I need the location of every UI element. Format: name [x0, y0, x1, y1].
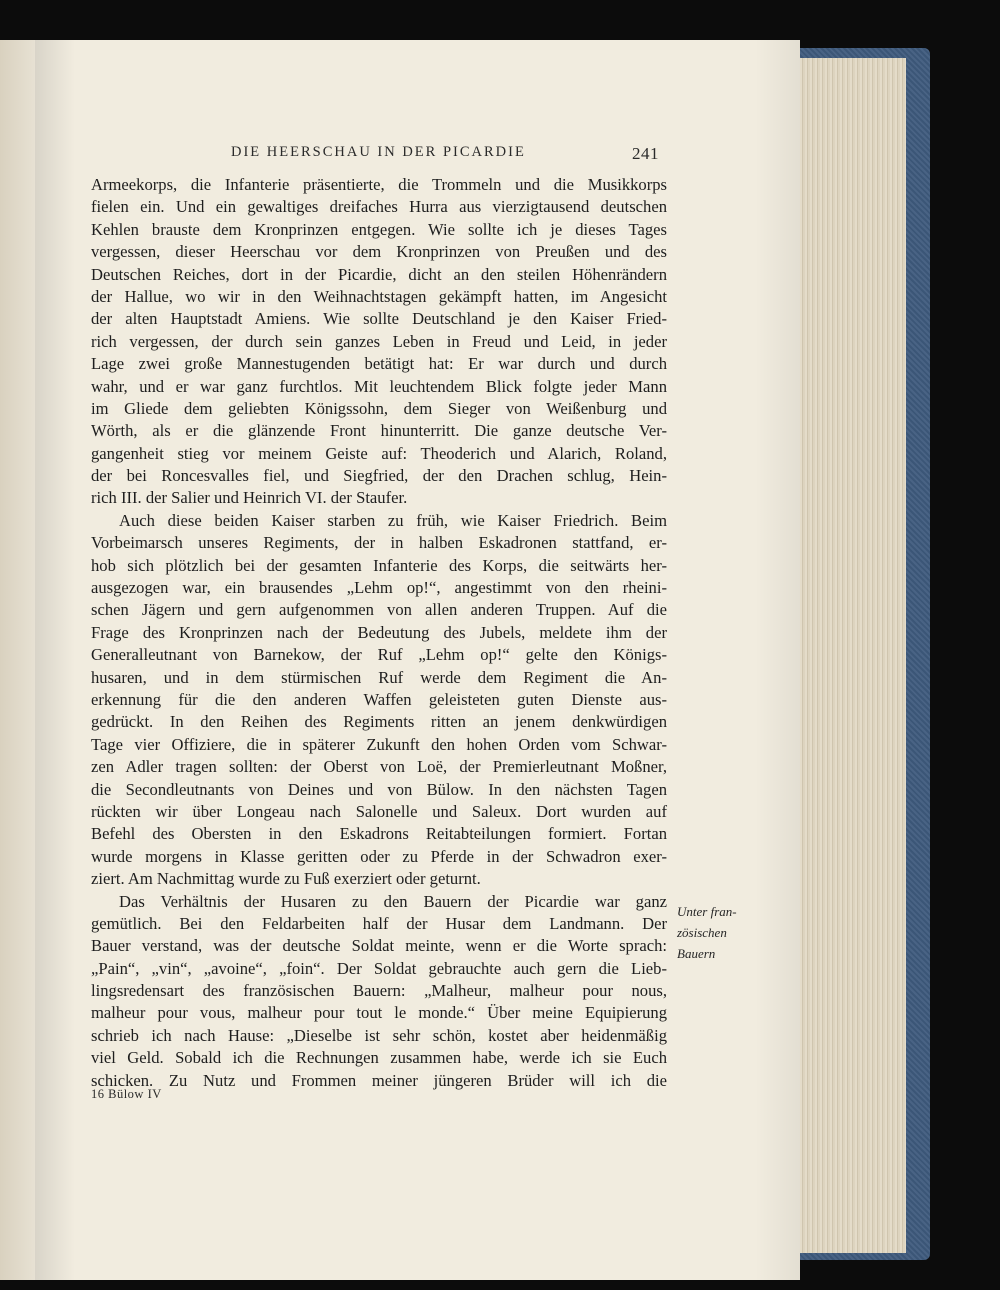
text-line: husaren, und in dem stürmischen Ruf werde dem Regiment die An- — [91, 667, 667, 687]
text-line: malheur pour vous, malheur pour tout le monde.“ Über meine Equipierung — [91, 1003, 667, 1023]
margin-note-line: Bauern — [677, 946, 716, 961]
text-line: Tage vier Offiziere, die in späterer Zukunft den hohen Orden vom Schwar- — [91, 734, 667, 754]
text-line: zen Adler tragen sollten: der Oberst von Loë, der Premierleutnant Moßner, — [91, 757, 667, 777]
text-line: wurde morgens in Klasse geritten oder zu Pferde in der Schwadron exer- — [91, 846, 667, 866]
text-line: Lage zwei große Mannestugenden betätigt hat: Er war durch und durch — [91, 354, 667, 374]
signature-mark: 16 Bülow IV — [91, 1087, 162, 1101]
text-line: Deutschen Reiches, dort in der Picardie, dicht an den steilen Höhenrändern — [91, 264, 667, 284]
text-line: Bauer verstand, was der deutsche Soldat meinte, wenn er die Worte sprach: — [91, 936, 667, 956]
text-line: rich vergessen, der durch sein ganzes Leben in Freud und Leid, in jeder — [91, 331, 667, 351]
text-line: Frage des Kronprinzen nach der Bedeutung des Jubels, meldete ihm der — [91, 622, 667, 642]
text-line: die Secondleutnants von Deines und von Bülow. In den nächsten Tagen — [91, 779, 667, 799]
text-line: ausgezogen war, ein brausendes „Lehm op!“, angestimmt von den rheini- — [91, 578, 667, 598]
text-line: viel Geld. Sobald ich die Rechnungen zusammen habe, werde ich sie Euch — [91, 1048, 667, 1068]
text-line: rückten wir über Longeau nach Salonelle und Saleux. Dort wurden auf — [91, 801, 667, 821]
text-line: Das Verhältnis der Husaren zu den Bauern der Picardie war ganz — [119, 891, 667, 911]
text-line: gemütlich. Bei den Feldarbeiten half der Husar dem Landmann. Der — [91, 913, 667, 933]
page-edges — [800, 58, 906, 1253]
text-line: Armeekorps, die Infanterie präsentierte, die Trommeln und die Musikkorps — [91, 175, 667, 194]
text-line: gangenheit stieg vor meinem Geiste auf: Theoderich und Alarich, Roland, — [91, 443, 667, 463]
page-number: 241 — [632, 144, 659, 163]
left-page-edge — [0, 40, 35, 1280]
text-line: Vorbeimarsch unseres Regiments, der in halben Eskadronen stattfand, er- — [91, 533, 667, 553]
text-line: Kehlen brauste dem Kronprinzen entgegen. Wie sollte ich je dieses Tages — [91, 219, 667, 239]
text-line: fielen ein. Und ein gewaltiges dreifaches Hurra aus vierzigtausend deutschen — [91, 197, 667, 217]
body-text — [91, 174, 667, 1092]
text-line: hob sich plötzlich bei der gesamten Infanterie des Korps, die seitwärts her- — [91, 555, 667, 575]
text-line: Befehl des Obersten in den Eskadrons Reitabteilungen formiert. Fortan — [91, 824, 667, 844]
text-line: „Pain“, „vin“, „avoine“, „foin“. Der Soldat gebrauchte auch gern die Lieb- — [91, 958, 667, 978]
text-line: wahr, und er war ganz furchtlos. Mit leuchtendem Blick folgte jeder Mann — [91, 376, 667, 396]
text-line: erkennung für die den anderen Waffen geleisteten guten Dienste aus- — [91, 689, 667, 709]
text-line: schrieb ich nach Hause: „Dieselbe ist sehr schön, kostet aber heidenmäßig — [91, 1025, 667, 1045]
margin-note — [677, 901, 777, 964]
text-line: vergessen, dieser Heerschau vor dem Kronprinzen von Preußen und des — [91, 242, 667, 262]
text-line: der Hallue, wo wir in den Weihnachtstagen gekämpft hatten, im Angesicht — [91, 286, 667, 306]
text-line: rich III. der Salier und Heinrich VI. der Staufer. — [91, 488, 408, 508]
text-line: lingsredensart des französischen Bauern: „Malheur, malheur pour nous, — [91, 981, 667, 1001]
text-line: schicken. Zu Nutz und Frommen meiner jüngeren Brüder will ich die — [91, 1070, 667, 1090]
running-header — [91, 144, 667, 166]
running-title: DIE HEERSCHAU IN DER PICARDIE — [231, 144, 526, 160]
text-line: Wörth, als er die glänzende Front hinunterritt. Die ganze deutsche Ver- — [91, 421, 667, 441]
text-line: Auch diese beiden Kaiser starben zu früh, wie Kaiser Friedrich. Beim — [119, 510, 667, 530]
text-line: der alten Hauptstadt Amiens. Wie sollte Deutschland je den Kaiser Fried- — [91, 309, 667, 329]
text-line: im Gliede dem geliebten Königssohn, dem Sieger von Weißenburg und — [91, 398, 667, 418]
text-line: Generalleutnant von Barnekow, der Ruf „Lehm op!“ gelte den Königs- — [91, 645, 667, 665]
text-line: ziert. Am Nachmittag wurde zu Fuß exerziert oder geturnt. — [91, 869, 481, 889]
text-line: gedrückt. In den Reihen des Regiments ritten an jenem denkwürdigen — [91, 712, 667, 732]
margin-note-line: Unter fran- — [677, 904, 737, 919]
margin-note-line: zösischen — [677, 925, 727, 940]
text-line: der bei Roncesvalles fiel, und Siegfried, der den Drachen schlug, Hein- — [91, 466, 667, 486]
text-line: schen Jägern und gern aufgenommen von allen anderen Truppen. Auf die — [91, 600, 667, 620]
